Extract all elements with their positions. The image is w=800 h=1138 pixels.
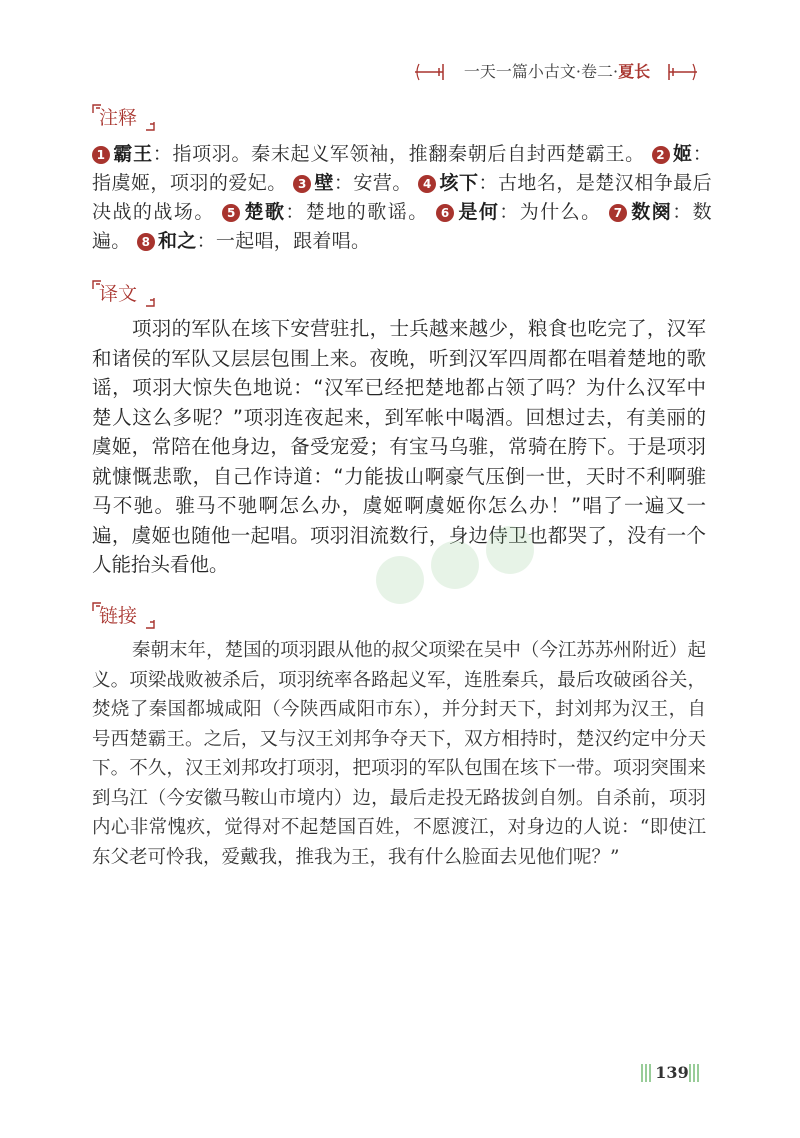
note-number: 6 [436,204,454,222]
note-text: ：楚地的歌谣。 [285,201,429,223]
note-number: 7 [609,204,627,222]
note-text: ：古地名，是楚汉相争最后决战的战场。 [92,172,712,223]
note-text: ：为什么。 [499,201,602,223]
header-title-wrap [447,60,667,84]
note-item [293,172,412,194]
note-number: 4 [418,175,436,193]
note-term: 楚歌 [243,201,286,223]
note-number: 2 [652,146,670,164]
section-title-notes [92,104,172,132]
watermark-seal-icon [360,520,560,620]
note-term: 垓下 [439,172,479,194]
note-text: ：数遍。 [92,201,712,252]
note-term: 壁 [314,172,334,194]
link-body: 秦朝末年，楚国的项羽跟从他的叔父项梁在吴中（今江苏苏州附近）起义。项梁战败被杀后，项羽统率各路起义军，连胜秦兵，最后攻破函谷关，焚烧了秦国都城咸阳（今陕西咸阳市东），并分封天下，封刘邦为汉王，自号西楚霸王。之后，又与汉王刘邦争夺天下，双方相持时，楚汉约定中分天下。不久，汉王刘邦攻打项羽，把项羽的军队包围在垓下一带。项羽突围来到乌江（今安徽马鞍山市境内）边，最后走投无路拔剑自刎。自杀前，项羽内心非常愧疚，觉得对不起楚国百姓，不愿渡江，对身边的人说：“即使江东父老可怜我，爱戴我，推我为王，我有什么脸面去见他们呢？” [92,640,706,868]
running-header [413,58,699,86]
notes-title: 注释 [99,107,138,129]
note-term: 姬 [672,143,693,165]
note-text: ：指项羽。秦末起义军领袖，推翻秦朝后自封西楚霸王。 [152,143,645,165]
header-title: 一天一篇小古文·卷二· [463,62,619,81]
note-number: 5 [222,204,240,222]
note-text: ：指虞姬，项羽的爱妃。 [92,143,712,194]
translation-title: 译文 [99,283,138,305]
note-number: 1 [92,146,110,164]
note-item [436,201,601,223]
note-text: ：一起唱，跟着唱。 [196,230,371,252]
translation-body: 项羽的军队在垓下安营驻扎，士兵越来越少，粮食也吃完了，汉军和诸侯的军队又层层包围上来。夜晚，听到汉军四周都在唱着楚地的歌谣，项羽大惊失色地说：“汉军已经把楚地都占领了吗？为什么汉军中楚人这么多呢？”项羽连夜起来，到军帐中喝酒。回想过去，有美丽的虞姬，常陪在他身边，备受宠爱；有宝马乌骓，常骑在胯下。于是项羽就慷慨悲歌，自己作诗道：“力能拔山啊豪气压倒一世，天时不利啊骓马不驰。骓马不驰啊怎么办，虞姬啊虞姬你怎么办！”唱了一遍又一遍，虞姬也随他一起唱。项羽泪流数行，身边侍卫也都哭了，没有一个人能抬头看他。 [92,317,706,576]
header-signature: 夏长 [618,62,651,81]
note-term: 和之 [157,230,197,252]
note-number: 8 [137,233,155,251]
note-number: 3 [293,175,311,193]
section-title-translation [92,280,172,308]
notes-body [92,140,712,256]
note-item [137,230,370,252]
note-item [92,143,645,165]
page-number: 139 [655,1063,689,1082]
note-term: 是何 [457,201,500,223]
section-title-link [92,602,172,630]
note-term: 霸王 [113,143,153,165]
note-term: 数阕 [630,201,673,223]
note-text: ：安营。 [333,172,412,194]
page-number-block [640,1062,700,1084]
link-title: 链接 [99,605,138,627]
note-item [222,201,428,223]
